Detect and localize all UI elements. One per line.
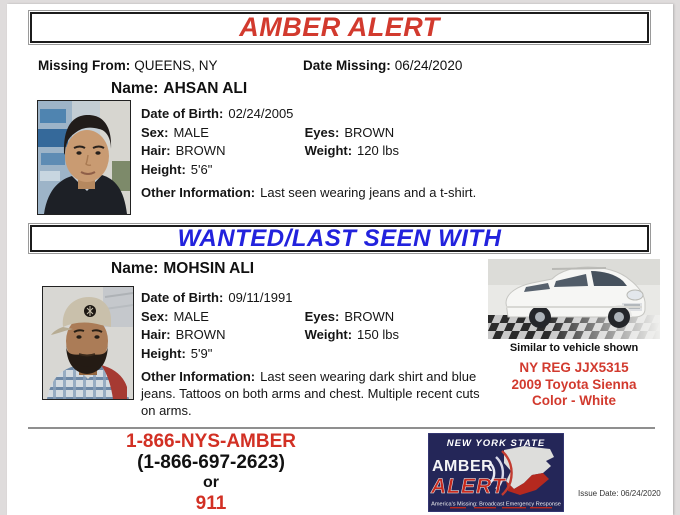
sex-value: MALE (173, 124, 209, 140)
sex-eyes-row (141, 124, 491, 143)
missing-person-name: AHSAN ALI (163, 80, 248, 97)
eyes-label: Eyes: (304, 308, 340, 324)
dob-row (141, 289, 487, 308)
ny-amber-alert-logo (428, 433, 564, 512)
weight-label: Weight: (304, 143, 353, 158)
hair-value: BROWN (175, 327, 226, 342)
eyes-label: Eyes: (304, 124, 340, 140)
other-information-value: Last seen wearing dark shirt and blue jeans. Tattoos on both arms and chest. Multiple recent cuts on arms. (141, 369, 480, 418)
other-information-value: Last seen wearing jeans and a t-shirt. (260, 185, 477, 200)
missing-from-line (38, 58, 218, 73)
height-row (141, 161, 491, 180)
height-row (141, 345, 487, 364)
height-value: 5'6" (190, 161, 213, 177)
eyes-value: BROWN (344, 308, 395, 324)
amber-alert-title: AMBER ALERT (239, 12, 440, 42)
emergency-number: 911 (195, 493, 227, 514)
sex-value: MALE (173, 308, 209, 324)
dob-label: Date of Birth: (141, 290, 224, 305)
sex-label: Sex: (141, 308, 169, 324)
eyes-value: BROWN (344, 124, 395, 140)
contact-block (86, 431, 336, 514)
date-missing-label: Date Missing: (303, 58, 391, 73)
ny-amber-alert-logo-graphic (428, 433, 564, 512)
logo-tagline: America's Missing: Broadcast Emergency Response (431, 501, 561, 508)
missing-person-photo (37, 100, 131, 215)
vehicle-caption: Similar to vehicle shown (509, 342, 639, 354)
weight-value: 120 lbs (357, 143, 399, 158)
weight-label: Weight: (304, 327, 353, 342)
wanted-person-name-label: Name: (111, 260, 159, 277)
missing-person-name-label: Name: (111, 80, 159, 97)
wanted-person-name-line (111, 260, 254, 278)
footer-divider (28, 427, 655, 429)
hotline-name: 1-866-NYS-AMBER (126, 431, 296, 452)
date-missing-value: 06/24/2020 (394, 58, 463, 73)
vehicle-photo (488, 259, 660, 339)
missing-person-details (141, 105, 491, 201)
vehicle-model: 2009 Toyota Sienna (511, 376, 637, 392)
dob-value: 09/11/1991 (228, 290, 293, 305)
other-information-label: Other Information: (141, 369, 256, 384)
sex-label: Sex: (141, 124, 169, 140)
missing-person-name-line (111, 80, 247, 98)
wanted-person-details (141, 289, 487, 419)
wanted-person-photo (42, 286, 134, 400)
sex-eyes-row (141, 308, 487, 327)
height-value: 5'9" (190, 345, 213, 361)
date-missing-line (303, 58, 462, 73)
other-information-label: Other Information: (141, 185, 256, 200)
vehicle-registration: NY REG JJX5315 (519, 360, 629, 375)
wanted-banner (28, 223, 651, 254)
missing-from-label: Missing From: (38, 58, 131, 73)
wanted-title: WANTED/LAST SEEN WITH (177, 224, 502, 252)
vehicle-color: Color - White (532, 393, 616, 408)
logo-state-line: NEW YORK STATE (446, 438, 546, 449)
logo-word-amber: AMBER (432, 458, 494, 475)
or-text: or (203, 474, 219, 491)
issue-date: Issue Date: 06/24/2020 (578, 489, 661, 498)
missing-from-value: QUEENS, NY (134, 58, 218, 73)
hair-label: Hair: (141, 327, 171, 342)
hair-weight-row (141, 142, 491, 161)
height-label: Height: (141, 161, 186, 177)
vehicle-illustration (488, 259, 660, 339)
wanted-banner-frame (30, 225, 649, 252)
weight-value: 150 lbs (357, 327, 399, 342)
hair-label: Hair: (141, 143, 171, 158)
amber-alert-banner-frame (30, 12, 649, 43)
hair-value: BROWN (175, 143, 226, 158)
logo-word-alert: ALERT (431, 475, 506, 498)
hotline-number: (1-866-697-2623) (137, 452, 285, 473)
vehicle-registration-block (478, 360, 670, 410)
wanted-person-name: MOHSIN ALI (163, 260, 255, 277)
height-label: Height: (141, 345, 186, 361)
other-information (141, 184, 491, 201)
other-information (141, 368, 487, 419)
hair-weight-row (141, 326, 487, 345)
missing-person-portrait-illustration (38, 101, 130, 214)
amber-alert-banner (28, 10, 651, 45)
wanted-person-portrait-illustration (43, 287, 133, 399)
dob-value: 02/24/2005 (228, 106, 294, 121)
dob-label: Date of Birth: (141, 106, 224, 121)
dob-row (141, 105, 491, 124)
